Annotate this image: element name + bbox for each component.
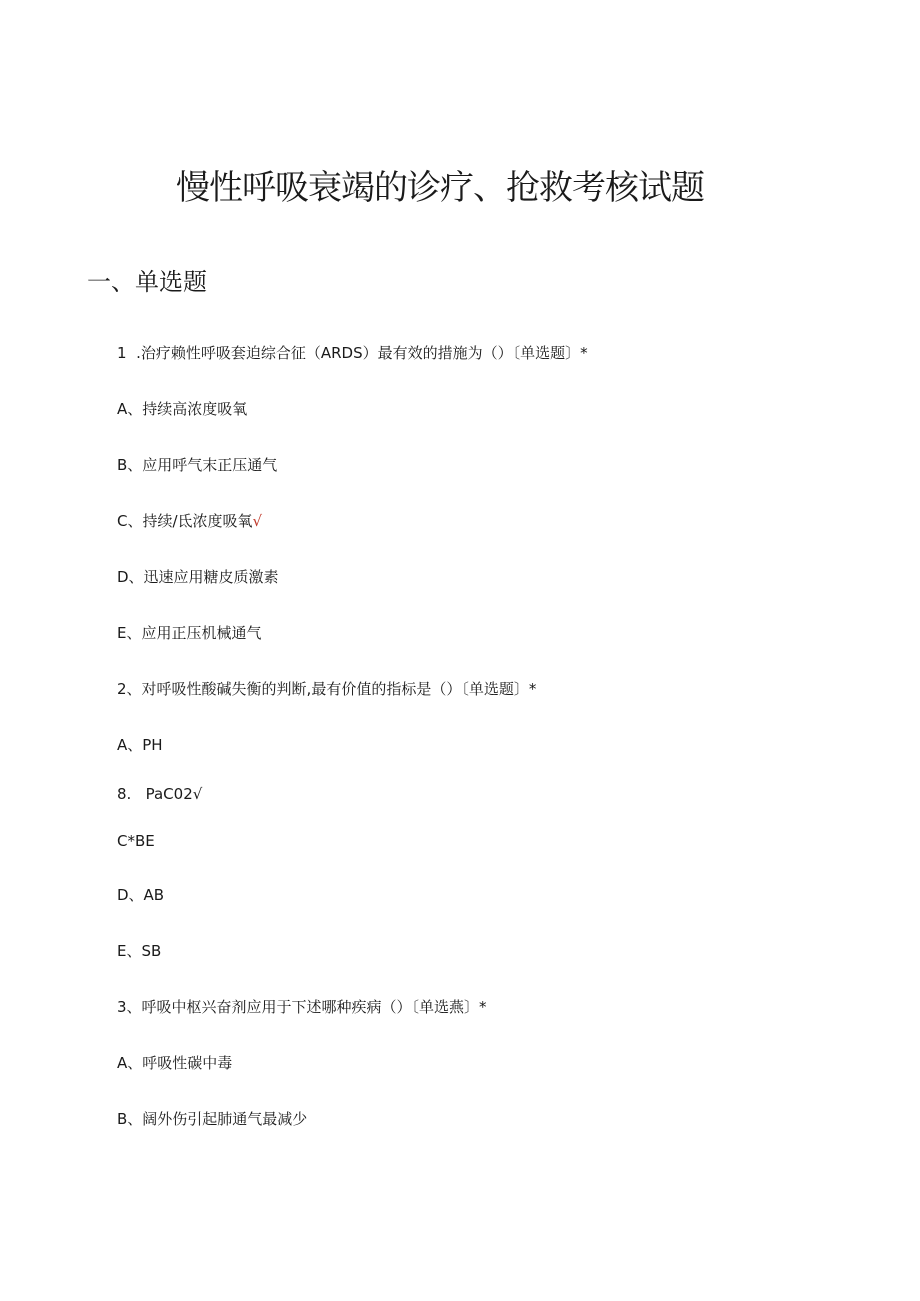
q2-option-e: E、SB <box>117 942 162 960</box>
q3-option-a: A、呼吸性碳中毒 <box>117 1054 233 1072</box>
q2-option-c: C*BE <box>117 832 155 850</box>
q3-option-b: B、阔外伤引起肺通气最减少 <box>117 1110 308 1128</box>
q1-option-c <box>117 510 262 531</box>
q1-option-d: D、迅速应用糖皮质激素 <box>117 568 279 586</box>
question-3: 3、呼吸中枢兴奋剂应用于下述哪种疾病（）〔单选燕〕* <box>117 998 487 1016</box>
section-heading: 一、单选题 <box>87 268 207 296</box>
q1-option-c-text: C、持续/氐浓度吸氧 <box>117 512 253 530</box>
q1-option-b: B、应用呼气末正压通气 <box>117 456 278 474</box>
question-2: 2、对呼吸性酸碱失衡的判断,最有价值的指标是（）〔单选题〕* <box>117 680 537 698</box>
check-mark-icon: √ <box>252 512 263 530</box>
question-1: 1 .治疗赖性呼吸套迫综合征（ARDS）最有效的措施为（）〔单选题〕* <box>117 344 588 362</box>
document-title: 慢性呼吸衰竭的诊疗、抢救考核试题 <box>176 168 704 208</box>
q2-option-a: A、PH <box>117 736 163 754</box>
q1-option-e: E、应用正压机械通气 <box>117 624 262 642</box>
q2-option-b: 8. PaC02√ <box>117 785 203 803</box>
q2-option-d: D、AB <box>117 886 165 904</box>
q1-option-a: A、持续高浓度吸氧 <box>117 400 248 418</box>
